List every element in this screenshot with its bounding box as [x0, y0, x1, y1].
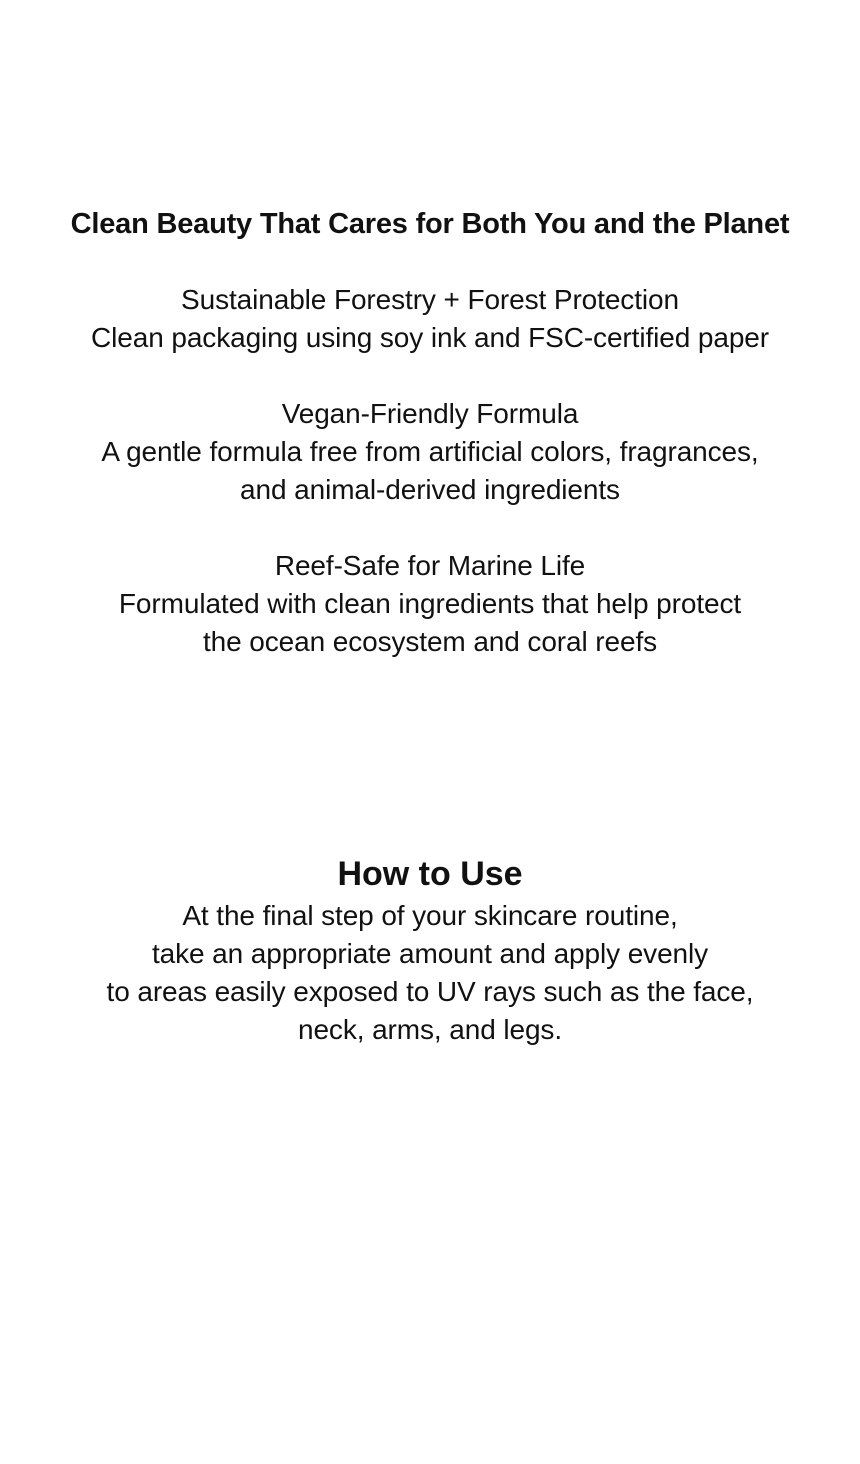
feature-description-line: and animal-derived ingredients — [240, 474, 620, 505]
page-headline: Clean Beauty That Cares for Both You and the Planet — [70, 208, 790, 240]
feature-block-vegan-formula — [0, 395, 860, 509]
feature-description-line: the ocean ecosystem and coral reefs — [202, 626, 658, 657]
feature-block-sustainable-forestry — [0, 281, 860, 357]
instruction-line: take an appropriate amount and apply evenly — [151, 938, 709, 969]
instruction-line: neck, arms, and legs. — [297, 1014, 563, 1045]
feature-block-reef-safe — [0, 547, 860, 661]
feature-title: Vegan-Friendly Formula — [281, 398, 579, 429]
feature-title: Reef-Safe for Marine Life — [274, 550, 586, 581]
feature-description-line: A gentle formula free from artificial colors, fragrances, — [101, 436, 759, 467]
how-to-use-heading: How to Use — [337, 855, 523, 893]
instruction-line: to areas easily exposed to UV rays such as the face, — [106, 976, 754, 1007]
feature-description-line: Formulated with clean ingredients that help protect — [118, 588, 742, 619]
feature-description-line: Clean packaging using soy ink and FSC-certified paper — [91, 322, 769, 353]
how-to-use-instructions — [0, 897, 860, 1049]
feature-title: Sustainable Forestry + Forest Protection — [181, 284, 679, 315]
instruction-line: At the final step of your skincare routine, — [182, 900, 678, 931]
